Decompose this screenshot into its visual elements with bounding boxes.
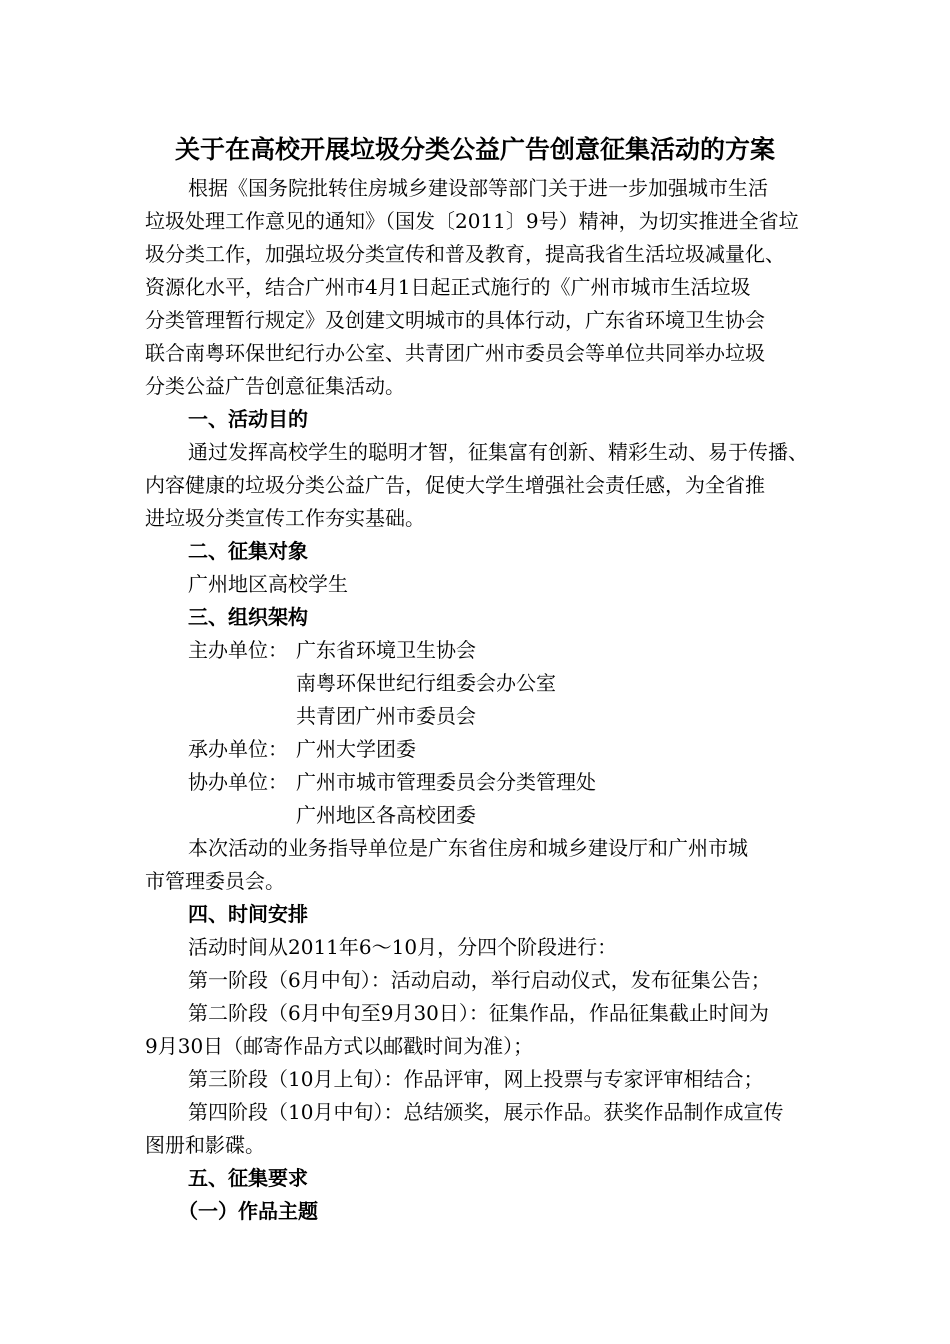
document-title: 关于在高校开展垃圾分类公益广告创意征集活动的方案 (174, 135, 775, 164)
intro-line: 圾分类工作，加强垃圾分类宣传和普及教育，提高我省生活垃圾减量化、 (145, 242, 785, 266)
guidance-line: 本次活动的业务指导单位是广东省住房和城乡建设厅和广州市城 (188, 836, 748, 860)
schedule-line: 9月30日（邮寄作品方式以邮戳时间为准）； (145, 1034, 534, 1058)
schedule-line: 第四阶段（10月中旬）：总结颁奖，展示作品。获奖作品制作成宣传 (188, 1100, 784, 1124)
host-unit: 广东省环境卫生协会 (296, 638, 476, 662)
schedule-line: 活动时间从2011年6～10月，分四个阶段进行： (188, 935, 618, 959)
host-label: 主办单位： (188, 638, 288, 662)
co-organizer-label: 协办单位： (188, 770, 288, 794)
intro-line: 根据《国务院批转住房城乡建设部等部门关于进一步加强城市生活 (188, 176, 768, 200)
intro-line: 资源化水平，结合广州市4月1日起正式施行的《广州市城市生活垃圾 (145, 275, 751, 299)
section-heading-schedule: 四、时间安排 (188, 902, 308, 926)
guidance-line: 市管理委员会。 (145, 869, 285, 893)
target-text: 广州地区高校学生 (188, 572, 348, 596)
co-organizer-unit: 广州地区各高校团委 (296, 803, 476, 827)
intro-line: 分类公益广告创意征集活动。 (145, 374, 405, 398)
co-organizer-row (188, 768, 815, 796)
purpose-line: 通过发挥高校学生的聪明才智，征集富有创新、精彩生动、易于传播、 (188, 440, 808, 464)
section-heading-organization: 三、组织架构 (188, 605, 308, 629)
section-heading-target: 二、征集对象 (188, 539, 308, 563)
organizer-row (188, 735, 815, 763)
intro-line: 垃圾处理工作意见的通知》（国发〔2011〕9号）精神，为切实推进全省垃 (145, 209, 799, 233)
purpose-line: 内容健康的垃圾分类公益广告，促使大学生增强社会责任感，为全省推 (145, 473, 765, 497)
host-row (188, 636, 815, 664)
schedule-line: 图册和影碟。 (145, 1133, 265, 1157)
subsection-heading-theme: （一）作品主题 (178, 1199, 318, 1223)
co-organizer-unit: 广州市城市管理委员会分类管理处 (296, 770, 596, 794)
host-unit: 南粤环保世纪行组委会办公室 (296, 671, 556, 695)
intro-line: 联合南粤环保世纪行办公室、共青团广州市委员会等单位共同举办垃圾 (145, 341, 765, 365)
schedule-line: 第三阶段（10月上旬）：作品评审，网上投票与专家评审相结合； (188, 1067, 764, 1091)
intro-line: 分类管理暂行规定》及创建文明城市的具体行动，广东省环境卫生协会 (145, 308, 765, 332)
host-unit: 共青团广州市委员会 (296, 704, 476, 728)
organizer-unit: 广州大学团委 (296, 737, 416, 761)
organizer-label: 承办单位： (188, 737, 288, 761)
schedule-line: 第一阶段（6月中旬）：活动启动，举行启动仪式，发布征集公告； (188, 968, 771, 992)
section-heading-purpose: 一、活动目的 (188, 407, 308, 431)
schedule-line: 第二阶段（6月中旬至9月30日）：征集作品，作品征集截止时间为 (188, 1001, 769, 1025)
section-heading-requirements: 五、征集要求 (188, 1166, 308, 1190)
purpose-line: 进垃圾分类宣传工作夯实基础。 (145, 506, 425, 530)
